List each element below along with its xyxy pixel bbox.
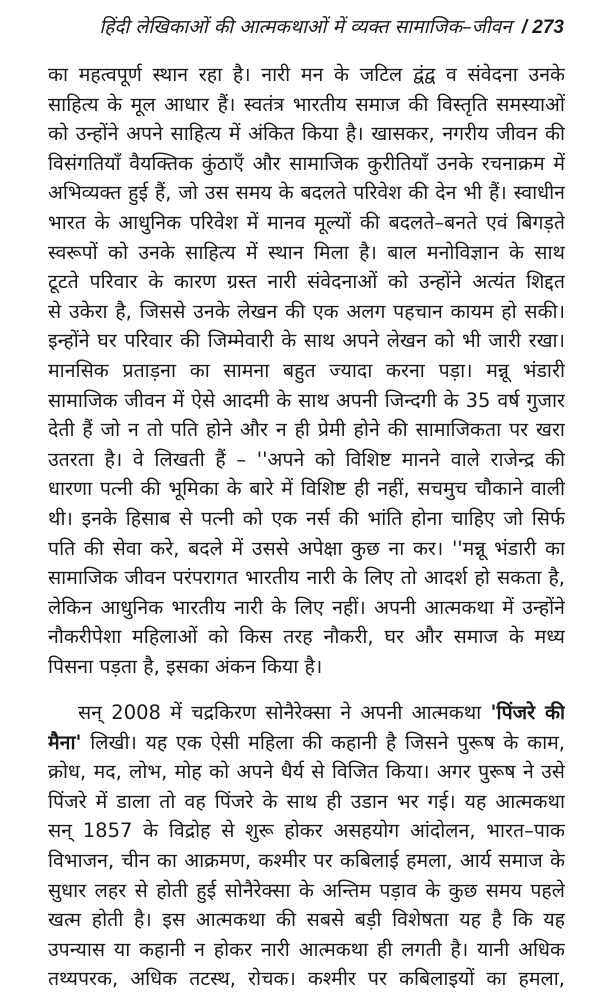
text-line: नौकरीपेशा महिलाओं को किस तरह नौकरी, घर और समाज के मध्य: [48, 625, 565, 649]
text-line: सुधार लहर से होती हुई सोनैरेक्सा के अन्तिम पड़ाव के कुछ समय पहले: [48, 878, 565, 902]
paragraph-2: [48, 698, 565, 994]
text-line: लेकिन आधुनिक भारतीय नारी के लिए नहीं। अपनी आत्मकथा में उन्होंने: [48, 595, 565, 619]
running-header: [40, 12, 564, 43]
text-line: से उकेरा है, जिससे उनके लेखन की एक अलग पहचान कायम हो सकी।: [48, 299, 565, 323]
text-line: उतरता है। वे लिखती हैं – ''अपने को विशिष्ट मानने वाले राजेन्द्र की: [48, 447, 565, 471]
text-line: का महत्वपूर्ण स्थान रहा है। नारी मन के जटिल द्वंद्व व संवेदना उनके: [48, 63, 565, 86]
text-line: पति की सेवा करे, बदले में उससे अपेक्षा कुछ ना कर। ''मन्नू भंडारी का: [48, 536, 565, 560]
text-line: तथ्यपरक, अधिक तटस्थ, रोचक। कश्मीर पर कबिलाइयों का हमला,: [48, 967, 565, 991]
text-line: सामाजिक जीवन में ऐसे आदमी के साथ अपनी जिन्दगी के 35 वर्ष गुजार: [48, 388, 565, 412]
text-line: सामाजिक जीवन परंपरागत भारतीय नारी के लिए तो आदर्श हो सकता है,: [48, 566, 565, 590]
text-line: [48, 728, 565, 758]
text-line: मानसिक प्रताड़ना का सामना बहुत ज्यादा करना पड़ा। मन्नू भंडारी: [48, 358, 565, 382]
paragraph-2-rest: [48, 757, 565, 994]
text-span: सन् 2008 में चद्रकिरण सोनैरेक्सा ने अपनी आत्मकथा: [78, 700, 491, 724]
text-line: खत्म होती है। इस आत्मकथा की सबसे बड़ी विशेषता यह है कि यह: [48, 908, 565, 932]
text-line: अभिव्यक्त हुई हैं, जो उस समय के बदलते परिवेश की देन भी हैं। स्वाधीन: [48, 181, 565, 205]
text-line: इन्होंने घर परिवार की जिम्मेवारी के साथ अपने लेखन को भी जारी रखा।: [48, 329, 565, 353]
text-line: विभाजन, चीन का आक्रमण, कश्मीर पर कबिलाई हमला, आर्य समाज के: [48, 848, 565, 872]
text-line: पिंजरे में डाला तो वह पिंजरे के साथ ही उडान भर गई। यह आत्मकथा: [48, 789, 565, 813]
text-line: [48, 698, 565, 728]
text-line: स्वरूपों को उनके साहित्य में स्थान मिला है। बाल मनोविज्ञान के साथ: [48, 240, 565, 264]
text-line: को उन्होंने अपने साहित्य में अंकित किया है। खासकर, नगरीय जीवन की: [48, 122, 565, 146]
text-line: टूटते परिवार के कारण ग्रस्त नारी संवेदनाओं को उन्होंने अत्यंत शिद्दत: [48, 270, 565, 294]
paragraph-1: [48, 60, 565, 681]
text-line: थी। इनके हिसाब से पत्नी को एक नर्स की भांति होना चाहिए जो सिर्फ: [48, 506, 565, 530]
text-line: विसंगतियाँ वैयक्तिक कुंठाएँ और सामाजिक कुरीतियाँ उनके रचनाक्रम में: [48, 151, 565, 175]
text-line: देती हैं जो न तो पति होने और न ही प्रेमी होने की सामाजिकता पर खरा: [48, 418, 565, 442]
text-line: धारणा पत्नी की भूमिका के बारे में विशिष्ट ही नहीं, सचमुच चौकाने वाली: [48, 477, 565, 501]
text-line: क्रोध, मद, लोभ, मोह को अपने धैर्य से विजित किया। अगर पुरूष ने उसे: [48, 760, 565, 784]
page-body: [48, 60, 565, 994]
running-title: हिंदी लेखिकाओं की आत्मकथाओं में व्यक्त सामाजिक–जीवन: [99, 16, 512, 38]
book-title: मैना': [48, 730, 82, 754]
page-number: / 273: [521, 17, 564, 38]
text-line: पिसना पड़ता है, इसका अंकन किया है।: [48, 654, 323, 678]
text-line: सन् 1857 के विद्रोह से शुरू होकर असहयोग आंदोलन, भारत–पाक: [48, 819, 565, 843]
text-span: लिखी। यह एक ऐसी महिला की कहानी है जिसने पुरूष के काम,: [81, 730, 565, 754]
text-line: उपन्यास या कहानी न होकर नारी आत्मकथा ही लगती है। यानी अधिक: [48, 937, 565, 961]
text-line: भारत के आधुनिक परिवेश में मानव मूल्यों की बदलते–बनते एवं बिगड़ते: [48, 210, 565, 234]
text-line: साहित्य के मूल आधार हैं। स्वतंत्र भारतीय समाज की विस्तृति समस्याओं: [48, 92, 565, 116]
book-title: 'पिंजरे की: [490, 700, 565, 724]
